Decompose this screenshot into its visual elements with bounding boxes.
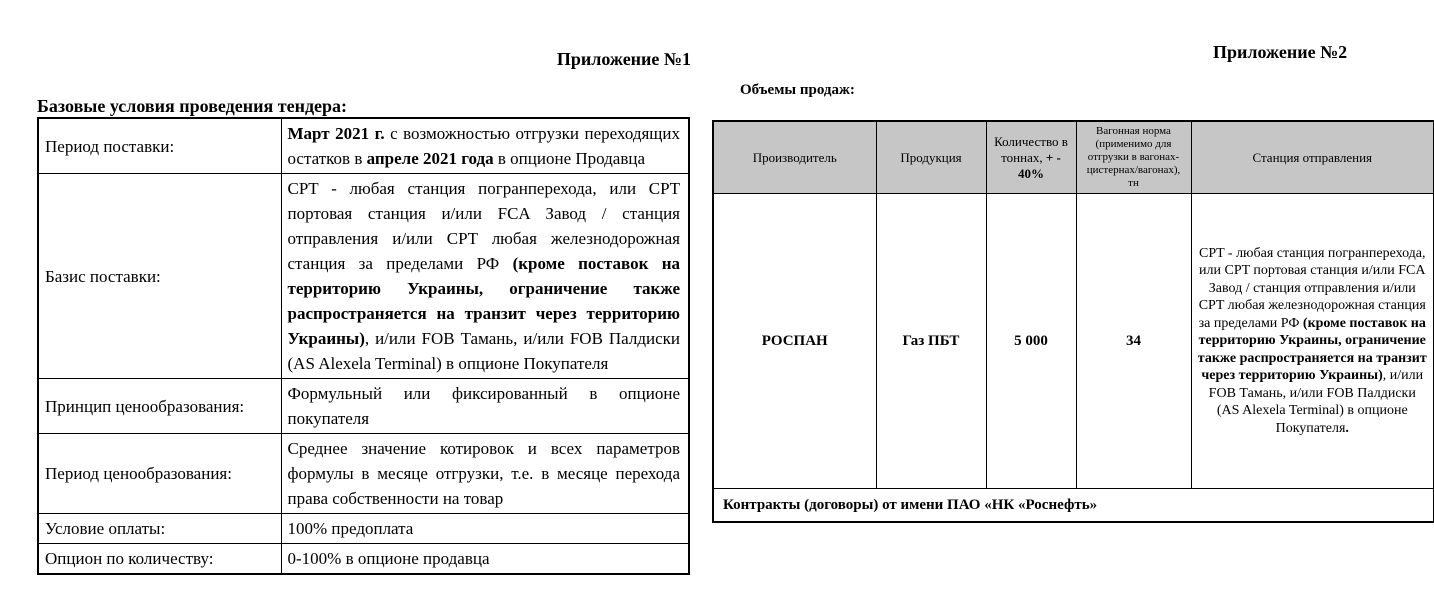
- sales-volumes-table: [712, 120, 1434, 523]
- appendix1-title: Приложение №1: [556, 49, 691, 69]
- table-row-quantity-option: [38, 544, 689, 575]
- condition-value: 0-100% в опционе продавца: [281, 544, 689, 575]
- condition-label: Принцип ценообразования:: [38, 379, 281, 434]
- column-header-manufacturer: Производитель: [713, 121, 876, 194]
- condition-label: Период ценообразования:: [38, 434, 281, 514]
- condition-value: Формульный или фиксированный в опционе покупателя: [281, 379, 689, 434]
- column-header-quantity: Количество в тоннах, + - 40%: [986, 121, 1076, 194]
- wagon-norm-cell: 34: [1076, 194, 1191, 489]
- tender-conditions-table: [37, 117, 690, 575]
- appendix2-title: Приложение №2: [1213, 42, 1348, 62]
- table-row-pricing-period: [38, 434, 689, 514]
- condition-label: Базис поставки:: [38, 174, 281, 379]
- condition-value: CPT - любая станция погранперехода, или CPT портовая станция и/или FCA Завод / станция отправления и/или CPT любая железнодорожная станция за пределами РФ (кроме поставок на территорию Украины, ограничение также распространяется на транзит через территорию Украины), и/или FOB Тамань, и/или FOB Палдиски (AS Alexela Terminal) в опционе Покупателя: [281, 174, 689, 379]
- column-header-wagon-norm: Вагонная норма (применимо для отгрузки в вагонах-цистернах/вагонах), тн: [1076, 121, 1191, 194]
- column-header-station: Станция отправления: [1191, 121, 1434, 194]
- quantity-cell: 5 000: [986, 194, 1076, 489]
- contracts-note: Контракты (договоры) от имени ПАО «НК «Роснефть»: [713, 489, 1434, 523]
- tender-conditions-heading: Базовые условия проведения тендера:: [37, 96, 348, 116]
- table-row-payment-terms: [38, 514, 689, 544]
- condition-value: Среднее значение котировок и всех параметров формулы в месяце отгрузки, т.е. в месяце перехода права собственности на товар: [281, 434, 689, 514]
- manufacturer-cell: РОСПАН: [713, 194, 876, 489]
- condition-label: Опцион по количеству:: [38, 544, 281, 575]
- condition-value: 100% предоплата: [281, 514, 689, 544]
- condition-label: Условие оплаты:: [38, 514, 281, 544]
- table-row-pricing-principle: [38, 379, 689, 434]
- condition-label: Период поставки:: [38, 118, 281, 174]
- station-cell: CPT - любая станция погранперехода, или CPT портовая станция и/или FCA Завод / станция отправления и/или CPT любая железнодорожная станция за пределами РФ (кроме поставок на территорию Украины, ограничение также распространяется на транзит через территорию Украины), и/или FOB Тамань, и/или FOB Палдиски (AS Alexela Terminal) в опционе Покупателя.: [1191, 194, 1434, 489]
- sales-data-row: [713, 194, 1434, 489]
- sales-header-row: [713, 121, 1434, 194]
- column-header-product: Продукция: [876, 121, 986, 194]
- table-row-delivery-period: [38, 118, 689, 174]
- table-row-delivery-basis: [38, 174, 689, 379]
- condition-value: Март 2021 г. с возможностью отгрузки переходящих остатков в апреле 2021 года в опционе Продавца: [281, 118, 689, 174]
- sales-footer-row: [713, 489, 1434, 523]
- sales-volumes-heading: Объемы продаж:: [740, 82, 855, 98]
- product-cell: Газ ПБТ: [876, 194, 986, 489]
